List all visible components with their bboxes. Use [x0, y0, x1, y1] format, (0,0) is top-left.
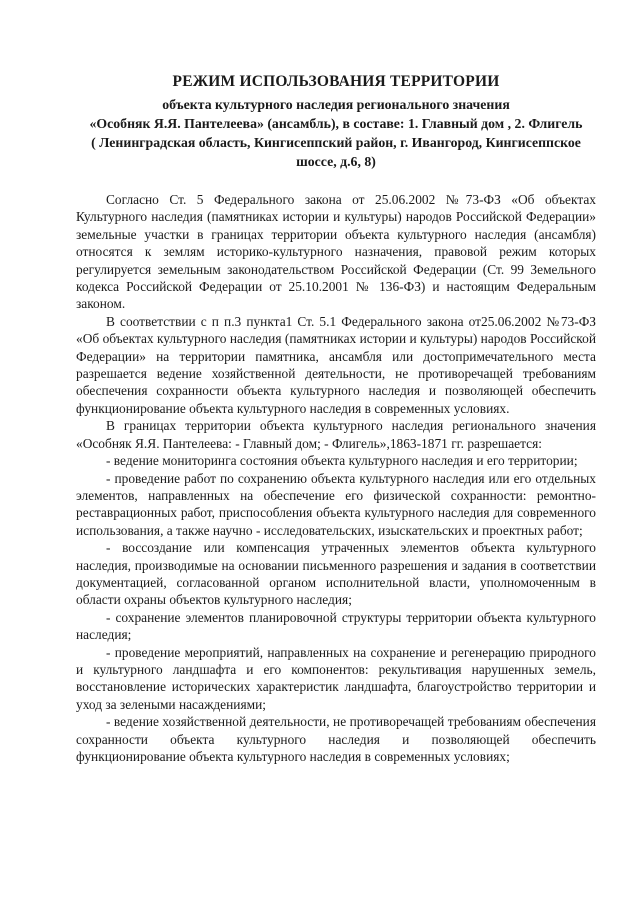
list-item-preservation: - проведение работ по сохранению объекта культурного наследия или его отдельных элементов, направленных на обеспечение его физической сохранности: ремонтно-реставрационных работ, приспособления объекта культурного наследия для современного использования, а также научно - исследовательских, изыскательских и проектных работ;	[76, 470, 596, 538]
subtitle-line-3: ( Ленинградская область, Кингисеппский район, г. Ивангород, Кингисеппское	[91, 135, 581, 150]
list-item-planning-structure: - сохранение элементов планировочной структуры территории объекта культурного наследия;	[76, 609, 596, 643]
document-header	[76, 72, 596, 171]
document-title: РЕЖИМ ИСПОЛЬЗОВАНИЯ ТЕРРИТОРИИ	[172, 73, 500, 90]
document-body	[76, 191, 596, 765]
list-item-reconstruction: - воссоздание или компенсация утраченных элементов объекта культурного наследия, производимые на основании письменного разрешения и задания в соответствии документацией, согласованной органом исполнительной власти, уполномоченным в области охраны объектов культурного наследия;	[76, 540, 596, 608]
list-item-economic-activity: - ведение хозяйственной деятельности, не противоречащей требованиям обеспечения сохранности объекта культурного наследия и позволяющей обеспечить функционирование объекта культурного наследия в современных условиях;	[76, 714, 596, 764]
subtitle-line-4: шоссе, д.6, 8)	[296, 154, 376, 169]
subtitle-line-1: объекта культурного наследия регионального значения	[162, 97, 510, 112]
list-item-monitoring: - ведение мониторинга состояния объекта культурного наследия и его территории;	[106, 453, 578, 469]
list-item-landscape: - проведение мероприятий, направленных на сохранение и регенерацию природного и культурного ландшафта и его компонентов: рекультивация нарушенных земель, восстановление исторических характеристик ландшафта, благоустройство территории и уход за зелеными насаждениями;	[76, 644, 596, 712]
paragraph-2: В соответствии с п п.3 пункта1 Ст. 5.1 Федерального закона от25.06.2002 №73-ФЗ «Об объектах культурного наследия (памятниках истории и культуры) народов Российской Федерации» на территории памятника, ансамбля или достопримечательного места разрешается ведение хозяйственной деятельности, не противоречащей требованиям обеспечения сохранности объекта культурного наследия и позволяющей обеспечить функционирование объекта культурного наследия в современных условиях.	[76, 313, 596, 416]
subtitle-line-2: «Особняк Я.Я. Пантелеева» (ансамбль), в составе: 1. Главный дом , 2. Флигель	[89, 116, 583, 131]
paragraph-1: Согласно Ст. 5 Федерального закона от 25.06.2002 №73-ФЗ «Об объектах Культурного наследия (памятниках истории и культуры) народов Российской Федерации» земельные участки в границах территории объекта культурного наследия (ансамбля) относятся к землям историко-культурного назначения, правовой режим которых регулируется земельным законодательством Российской Федерации (Ст. 99 Земельного кодекса Российской Федерации от 25.10.2001 № 136-ФЗ) и настоящим Федеральным законом.	[76, 192, 596, 312]
paragraph-3: В границах территории объекта культурного наследия регионального значения «Особняк Я.Я. Пантелеева: - Главный дом; - Флигель»,1863-1871 гг. разрешается:	[76, 418, 596, 451]
